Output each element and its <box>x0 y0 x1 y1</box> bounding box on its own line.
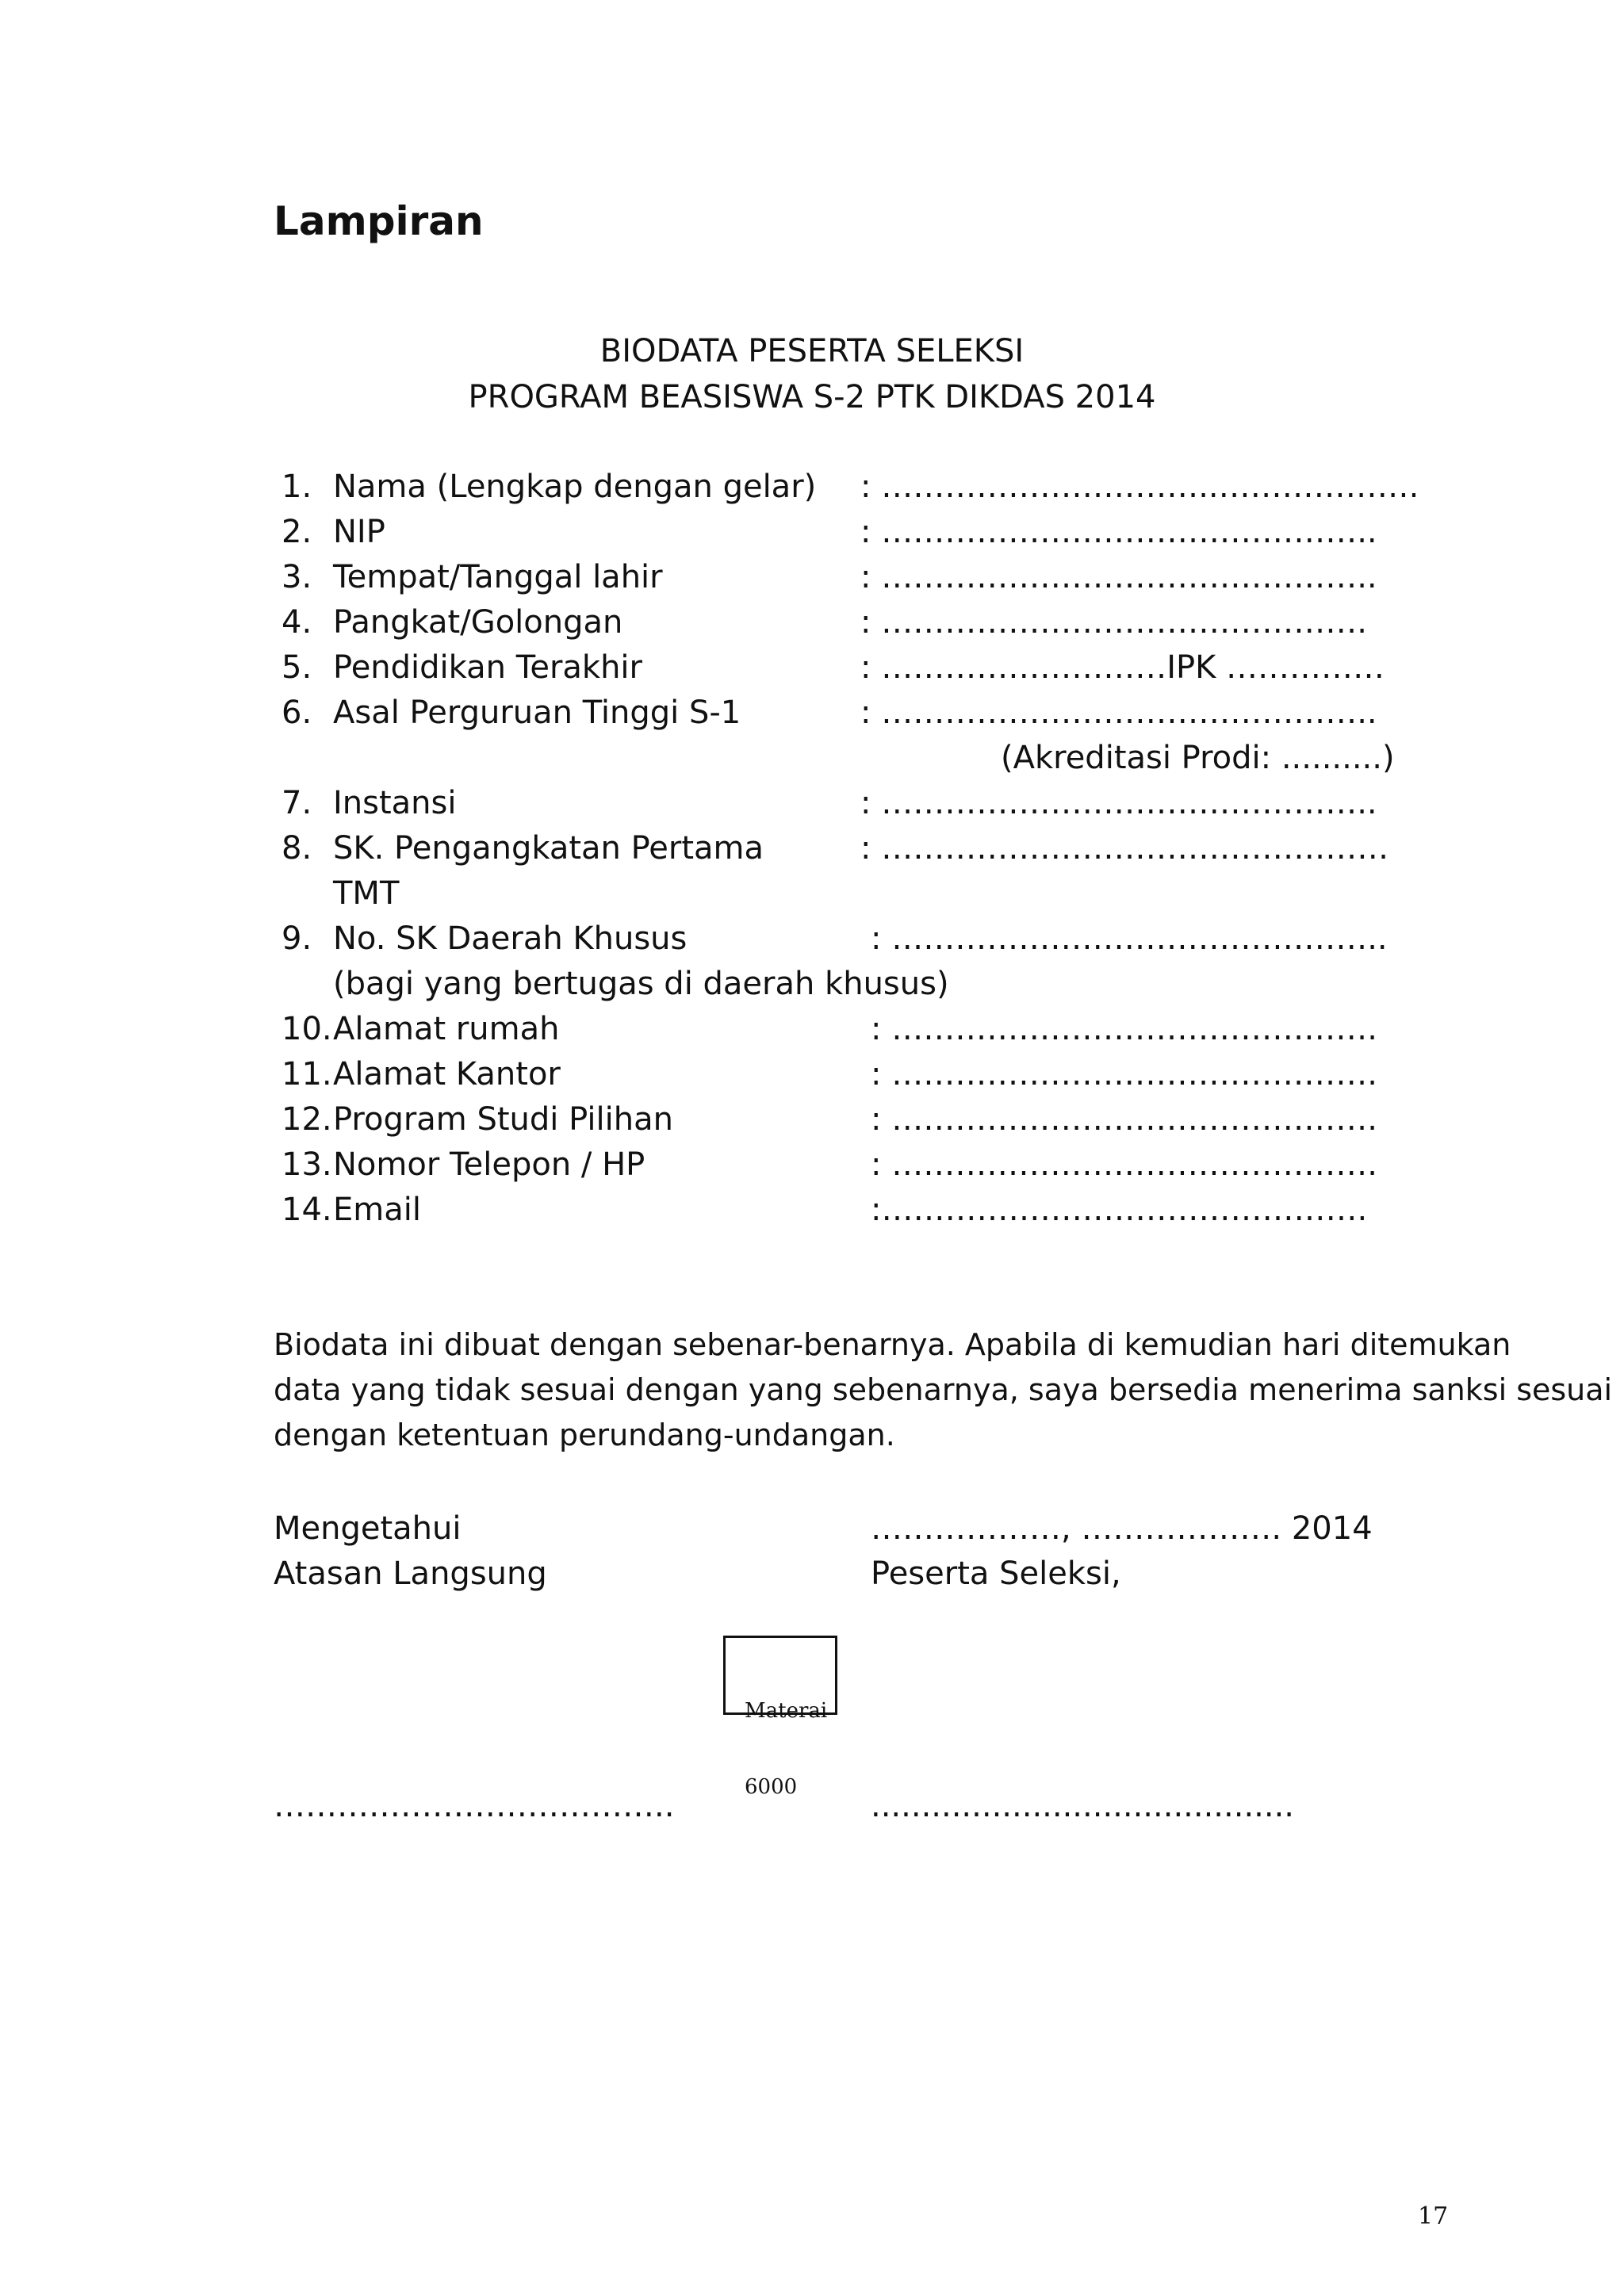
field-number: 6. <box>282 695 312 731</box>
acknowledged-label: Mengetahui <box>274 1510 462 1547</box>
field-value-note: (Akreditasi Prodi: ..........) <box>1001 740 1395 776</box>
field-number: 13. <box>282 1146 332 1183</box>
field-number: 8. <box>282 830 312 867</box>
field-value-line: : ……………………………………….. <box>860 559 1377 595</box>
place-date-line: ………………, ………………. 2014 <box>871 1510 1373 1547</box>
field-value-line: : ………………………IPK …………… <box>860 649 1385 686</box>
statement-line3: dengan ketentuan perundang-undangan. <box>274 1418 895 1452</box>
field-value-line: : ………………………………………. <box>871 1146 1377 1183</box>
page-number: 17 <box>1418 2202 1449 2230</box>
field-value-line: : …………………………..………………. <box>860 469 1419 505</box>
field-value-line: :………………………………………. <box>871 1192 1368 1228</box>
field-label: Alamat rumah <box>333 1011 560 1047</box>
field-number: 10. <box>282 1011 332 1047</box>
field-label: Nama (Lengkap dengan gelar) <box>333 469 817 505</box>
stamp-value: 6000 <box>745 1775 798 1799</box>
field-value-line: : ………………………………………. <box>860 604 1367 641</box>
field-number: 4. <box>282 604 312 641</box>
field-value-line: : ………………………………………. <box>871 1011 1377 1047</box>
field-label: No. SK Daerah Khusus <box>333 920 688 957</box>
page-heading: Lampiran <box>274 198 484 244</box>
field-label: NIP <box>333 514 385 550</box>
field-value-line: : ……………………………………….. <box>860 695 1377 731</box>
statement-line2: data yang tidak sesuai dengan yang sebenarnya, saya bersedia menerima sanksi sesuai <box>274 1372 1613 1407</box>
field-number: 14. <box>282 1192 332 1228</box>
field-label: Tempat/Tanggal lahir <box>333 559 663 595</box>
field-label: Email <box>333 1192 421 1228</box>
field-number: 9. <box>282 920 312 957</box>
form-title-line1: BIODATA PESERTA SELEKSI <box>599 333 1025 369</box>
field-label: Alamat Kantor <box>333 1056 561 1093</box>
field-label: Program Studi Pilihan <box>333 1101 673 1138</box>
field-label-continued: TMT <box>333 875 400 912</box>
field-value-line: : ……………………………………….. <box>860 514 1377 550</box>
field-number: 11. <box>282 1056 332 1093</box>
field-number: 2. <box>282 514 312 550</box>
revenue-stamp-box <box>723 1636 837 1799</box>
field-label: Asal Perguruan Tinggi S-1 <box>333 695 741 731</box>
field-number: 3. <box>282 559 312 595</box>
field-value-line: : ……………………………………….. <box>860 785 1377 821</box>
supervisor-label: Atasan Langsung <box>274 1556 547 1592</box>
field-label: Instansi <box>333 785 457 821</box>
participant-signature-line: .......................................... <box>871 1788 1295 1824</box>
field-value-line: : ………………………………………. <box>871 1056 1377 1093</box>
statement-line1: Biodata ini dibuat dengan sebenar-benarnya. Apabila di kemudian hari ditemukan <box>274 1327 1511 1362</box>
field-label: SK. Pengangkatan Pertama <box>333 830 764 867</box>
form-title-line2: PROGRAM BEASISWA S-2 PTK DIKDAS 2014 <box>468 379 1156 415</box>
field-number: 5. <box>282 649 312 686</box>
field-number: 7. <box>282 785 312 821</box>
field-value-line: : ……………………………………….. <box>871 920 1388 957</box>
stamp-label: Materai <box>745 1699 828 1723</box>
supervisor-signature-line: ……………………………….. <box>274 1788 675 1824</box>
field-label: Nomor Telepon / HP <box>333 1146 645 1183</box>
field-label: Pangkat/Golongan <box>333 604 623 641</box>
field-number: 12. <box>282 1101 332 1138</box>
field-value-line: : ………………………………………… <box>860 830 1389 867</box>
field-value-line: : ………………………………………. <box>871 1101 1377 1138</box>
field-number: 1. <box>282 469 312 505</box>
participant-label: Peserta Seleksi, <box>871 1556 1121 1592</box>
field-label: Pendidikan Terakhir <box>333 649 642 686</box>
field-label-continued: (bagi yang bertugas di daerah khusus) <box>333 966 949 1002</box>
